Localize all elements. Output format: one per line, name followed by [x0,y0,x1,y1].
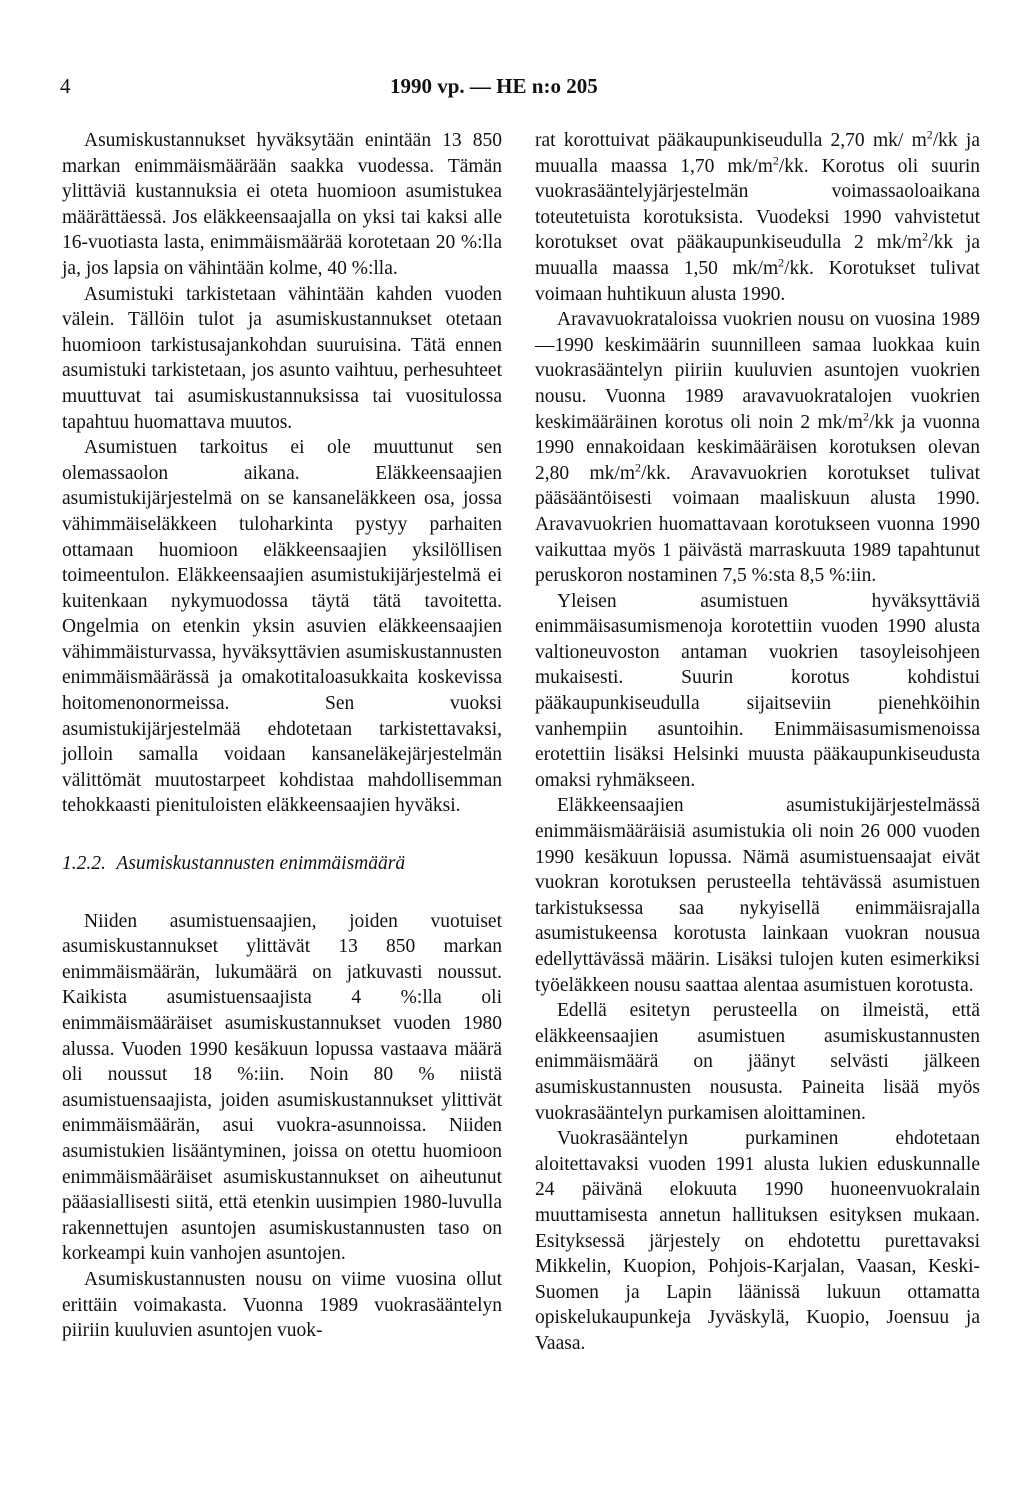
paragraph: Yleisen asumistuen hyväksyttäviä enimmäisasumismenoja korotettiin vuoden 1990 alusta valtioneuvoston antaman vuokrien tasoyleisohjeen mukaisesti. Suurin korotus kohdistui pääkaupunkiseudulla sijaitseviin pienehköihin vanhempiin asuntoihin. Enimmäisasumismenoissa erotettiin lisäksi Helsinki muusta pääkaupunkiseudusta omaksi ryhmäkseen. [535,590,980,791]
paragraph [535,307,980,589]
text-run: /kk. Aravavuokrien korotukset tulivat pääsääntöisesti voimaan maaliskuun alusta 1990. Aravavuokrien huomattavaan korotukseen vuonna 1990 vaikuttaa myös 1 päivästä marraskuuta 1989 tapahtunut peruskoron nostaminen 7,5 %:sta 8,5 %:iin. [535,462,980,587]
paragraph: Edellä esitetyn perusteella on ilmeistä, että eläkkeensaajien asumistuen asumiskustannusten enimmäismäärä on jäänyt selvästi jälkeen asumiskustannusten noususta. Paineita lisää myös vuokrasääntelyn purkamisen aloittaminen. [535,1000,980,1124]
left-column [62,128,502,1344]
right-column [535,128,980,1357]
paragraph: Asumistuen tarkoitus ei ole muuttunut sen olemassaolon aikana. Eläkkeensaajien asumistukijärjestelmä on se kansaneläkkeen osa, jossa vähimmäiseläkkeen tuloharkinta pystyy parhaiten ottamaan huomioon eläkkeensaajien yksilöllisen toimeentulon. Eläkkeensaajien asumistukijärjestelmä ei kuitenkaan nykymuodossa täytä tätä tavoitetta. Ongelmia on etenkin yksin asuvien eläkkeensaajien vähimmäisturvassa, hyväksyttävien asumiskustannusten enimmäismäärässä ja omakotitaloasukkaita koskevissa hoitomenonormeissa. Sen vuoksi asumistukijärjestelmää ehdotetaan tarkistettavaksi, jolloin samalla voidaan kansaneläkejärjestelmän välittömät muutostarpeet kohdistaa mahdollisemman tehokkaasti pienituloisten eläkkeensaajien hyväksi. [62,437,502,817]
paragraph: Asumiskustannukset hyväksytään enintään 13 850 markan enimmäismäärään saakka vuodessa. Tämän ylittäviä kustannuksia ei oteta huomioon asumistukea määrättäessä. Jos eläkkeensaajalla on yksi tai kaksi alle 16-vuotiasta lasta, enimmäismäärää korotetaan 20 %:lla ja, jos lapsia on vähintään kolme, 40 %:lla. [62,130,502,279]
superscript: 2 [635,460,642,475]
text-run: /kk ja muualla maassa 1,70 mk/m [535,130,981,177]
superscript: 2 [926,127,933,142]
text-run: Aravavuokrataloissa vuokrien nousu on vuosina 1989—1990 keskimäärin suunnilleen samaa luokkaa kuin vuokrasääntelyn piiriin kuuluvien asuntojen vuokrien nousu. Vuonna 1989 aravavuokratalojen vuokrien keskimääräinen korotus oli noin 2 mk/m [535,309,980,433]
superscript: 2 [922,229,929,244]
section-number: 1.2.2. [62,853,106,875]
page-header [0,74,1024,104]
section-title: Asumiskustannusten enimmäismäärä [116,853,406,875]
superscript: 2 [772,153,779,168]
text-run: /kk. Korotukset tulivat voimaan huhtikuun alusta 1990. [535,257,980,305]
superscript: 2 [778,255,785,270]
section-heading [62,851,502,877]
paragraph-continued [535,128,980,307]
paragraph: Eläkkeensaajien asumistukijärjestelmässä enimmäismääräisiä asumistukia oli noin 26 000 vuoden 1990 kesäkuun lopussa. Nämä asumistuensaajat eivät vuokran korotuksen perusteella tehtävässä asumistuen tarkistuksessa saa nykyisellä enimmäisrajalla asumistukeensa korotusta lainkaan vuokran nousua edellyttävässä määrin. Lisäksi tulojen kuten esimerkiksi työeläkkeen nousu saattaa alentaa asumistuen korotusta. [535,795,980,996]
text-run: rat korottuivat pääkaupunkiseudulla 2,70 mk/ [535,130,904,151]
page-number: 4 [60,74,71,98]
paragraph: Vuokrasääntelyn purkaminen ehdotetaan aloitettavaksi vuoden 1991 alusta lukien eduskunnalle 24 päivänä elokuuta 1990 huoneenvuokralain muuttamisesta annetun hallituksen esityksen mukaan. Esityksessä järjestely on ehdotettu purettavaksi Mikkelin, Kuopion, Pohjois-Karjalan, Vaasan, Keski-Suomen ja Lapin läänissä lukuun ottamatta opiskelukaupunkeja Jyväskylä, Kuopio, Joensuu ja Vaasa. [535,1128,980,1354]
superscript: 2 [862,409,869,424]
paragraph: Asumiskustannusten nousu on viime vuosina ollut erittäin voimakasta. Vuonna 1989 vuokrasääntelyn piiriin kuuluvien asuntojen vuok- [62,1268,502,1342]
text-run: /kk. Korotus oli suurin vuokrasääntelyjärjestelmän voimassaoloaikana toteutetuista korotuksista. Vuodeksi 1990 vahvistetut korotukset ovat pääkaupunkiseudulla 2 mk/m [535,155,980,254]
paragraph: Asumistuki tarkistetaan vähintään kahden vuoden välein. Tällöin tulot ja asumiskustannukset otetaan huomioon tarkistusajankohdan suuruisina. Tätä ennen asumistuki tarkistetaan, jos asunto vaihtuu, perhesuhteet muuttuvat tai asumiskustannuksissa tai vuositulossa tapahtuu huomattava muutos. [62,283,502,433]
text-run: /kk ja vuonna 1990 ennakoidaan keskimääräisen korotuksen olevan 2,80 mk/m [535,411,980,484]
text-run: m [911,130,927,151]
text-run: /kk ja muualla maassa 1,50 mk/m [535,232,980,279]
paragraph: Niiden asumistuensaajien, joiden vuotuiset asumiskustannukset ylittävät 13 850 markan enimmäismäärän, lukumäärä on jatkuvasti noussut. Kaikista asumistuensaajista 4 %:lla oli enimmäismääräiset asumiskustannukset vuoden 1980 alussa. Vuoden 1990 kesäkuun lopussa vastaava määrä oli noussut 18 %:iin. Noin 80 % niistä asumistuensaajista, joiden asumiskustannukset ylittivät enimmäismäärän, asui vuokra-asunnoissa. Niiden asumistukien lisääntyminen, joissa on otettu huomioon enimmäismääräiset asumiskustannukset on aiheutunut pääasiallisesti siitä, että etenkin uusimpien 1980-luvulla rakennettujen asuntojen asumiskustannusten taso on korkeampi kuin vanhojen asuntojen. [62,910,502,1265]
running-head: 1990 vp. — HE n:o 205 [390,74,598,98]
